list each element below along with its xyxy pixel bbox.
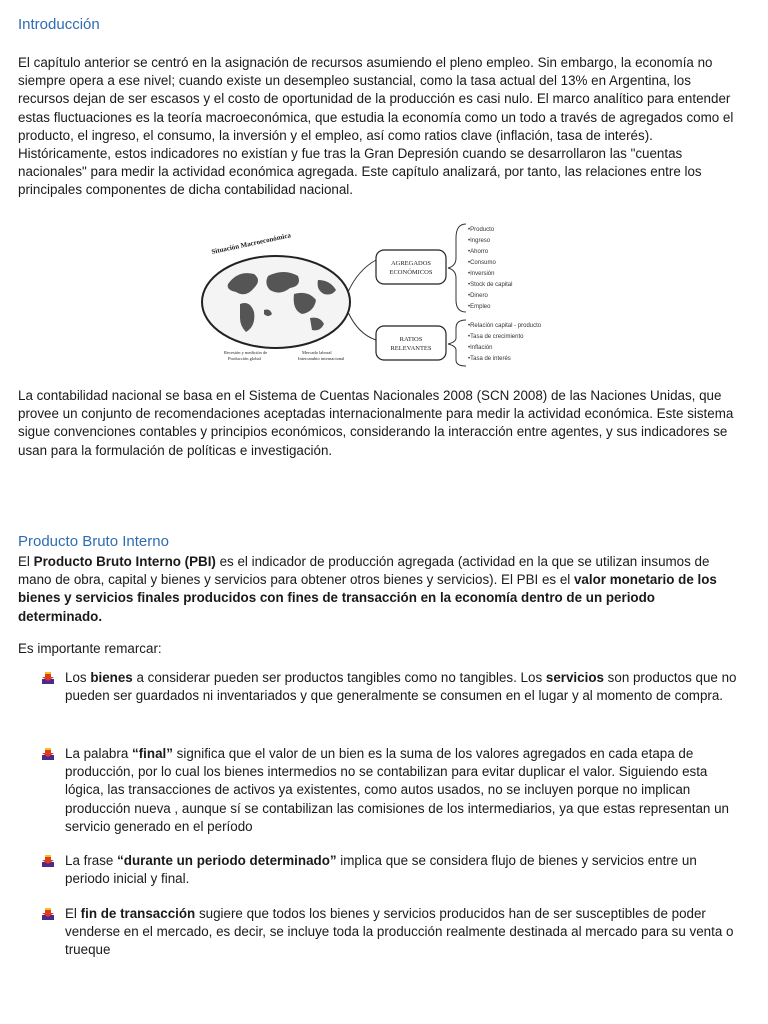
arrow-bullet-icon bbox=[42, 855, 54, 868]
globe-label-3: Mercado laboral bbox=[302, 350, 332, 355]
ratio-item: •Tasa de crecimiento bbox=[468, 334, 524, 340]
globe-label-4: Intercambio internacional bbox=[298, 356, 345, 361]
bullet-text: Los bienes a considerar pueden ser productos tangibles como no tangibles. Los servicios son productos que no pueden ser guardados ni inventariados y que generalmente se consumen en el lugar y al momento de compra. bbox=[65, 670, 737, 704]
globe-label-2: Producción global bbox=[228, 356, 261, 361]
bullet-text: El fin de transacción sugiere que todos los bienes y servicios producidos han de ser susceptibles de poder venderse en el mercado, es decir, se incluye toda la producción realmente destinada al mercado para su venta o trueque bbox=[65, 906, 734, 958]
pbi-definition-paragraph: El Producto Bruto Interno (PBI) es el indicador de producción agregada (actividad en la que se utilizan insumos de mano de obra, capital y bienes y servicios para obtener otros bienes y servicios). El PBI es el valor monetario de los bienes y servicios finales producidos con fines de transacción en la economía dentro de un periodo determinado. bbox=[18, 554, 717, 624]
arrow-bullet-icon bbox=[42, 908, 54, 921]
aggregate-item: •Inversión bbox=[468, 271, 495, 277]
list-item bbox=[42, 669, 742, 705]
arrow-bullet-icon bbox=[42, 748, 54, 761]
list-item bbox=[42, 745, 742, 836]
aggregates-line-2: ECONÓMICOS bbox=[389, 269, 433, 276]
list-item bbox=[42, 905, 742, 960]
scn-paragraph: La contabilidad nacional se basa en el Sistema de Cuentas Nacionales 2008 (SCN 2008) de las Naciones Unidas, que provee un conjunto de recomendaciones aceptadas internacionalmente para medir la actividad económica. Este sistema sigue convenciones contables y principios económicos, considerando la interacción entre agentes, y sus indicadores se usan para la formulación de políticas e investigación. bbox=[18, 388, 734, 458]
aggregate-item: •Dinero bbox=[468, 293, 488, 299]
ratios-box bbox=[376, 326, 446, 360]
ratio-item: •Tasa de interés bbox=[468, 356, 511, 362]
aggregate-item: •Stock de capital bbox=[468, 282, 513, 288]
globe-illustration bbox=[202, 256, 350, 348]
aggregate-item: •Consumo bbox=[468, 260, 496, 266]
intro-heading: Introducción bbox=[18, 16, 100, 33]
ratio-item: •Inflación bbox=[468, 345, 493, 351]
macroeconomic-diagram bbox=[198, 214, 562, 374]
aggregates-line-1: AGREGADOS bbox=[390, 260, 432, 267]
bullet-text: La frase “durante un periodo determinado” implica que se considera flujo de bienes y servicios entre un periodo inicial y final. bbox=[65, 853, 697, 887]
remark-line: Es importante remarcar: bbox=[18, 641, 162, 656]
intro-paragraph: El capítulo anterior se centró en la asignación de recursos asumiendo el pleno empleo. Sin embargo, la economía no siempre opera a ese nivel; cuando existe un desempleo sustancial, como la tasa actual del 13% en Argentina, los recursos dejan de ser escasos y el costo de oportunidad de la producción es casi nulo. El marco analítico para entender estas fluctuaciones es la teoría macroeconómica, que estudia la economía como un todo a través de agregados como el producto, el ingreso, el consumo, la inversión y el empleo, así como ratios clave (inflación, tasa de interés). Históricamente, estos indicadores no existían y fue tras la Gran Depresión cuando se desarrollaron las "cuentas nacionales" para medir la actividad económica agregada. Este capítulo analizará, por tanto, las relaciones entre los principales componentes de dicha contabilidad nacional. bbox=[18, 55, 734, 198]
ratios-line-2: RELEVANTES bbox=[390, 345, 432, 352]
ratios-line-1: RATIOS bbox=[399, 336, 423, 343]
aggregate-item: •Ingreso bbox=[468, 238, 491, 244]
aggregate-item: •Ahorro bbox=[468, 249, 489, 255]
arrow-bullet-icon bbox=[42, 672, 54, 685]
bullet-text: La palabra “final” significa que el valor de un bien es la suma de los valores agregados en cada etapa de producción, por lo cual los bienes intermedios no se contabilizan para evitar duplicar el valor. Siguiendo esta lógica, las transacciones de activos ya existentes, como autos usados, no se incluyen porque no implican producción nueva , aunque sí se contabilizan las comisiones de los intermediarios, ya que estas representan un servicio generado en el período bbox=[65, 746, 729, 834]
aggregates-box bbox=[376, 250, 446, 284]
globe-label-1: Recesión y medición de bbox=[224, 350, 268, 355]
ratio-item: •Relación capital - producto bbox=[468, 323, 542, 329]
aggregate-item: •Empleo bbox=[468, 304, 491, 310]
aggregate-item: •Producto bbox=[468, 227, 495, 233]
list-item bbox=[42, 852, 742, 888]
globe-title: Situación Macroeconómica bbox=[210, 231, 292, 256]
pbi-heading: Producto Bruto Interno bbox=[18, 533, 169, 550]
